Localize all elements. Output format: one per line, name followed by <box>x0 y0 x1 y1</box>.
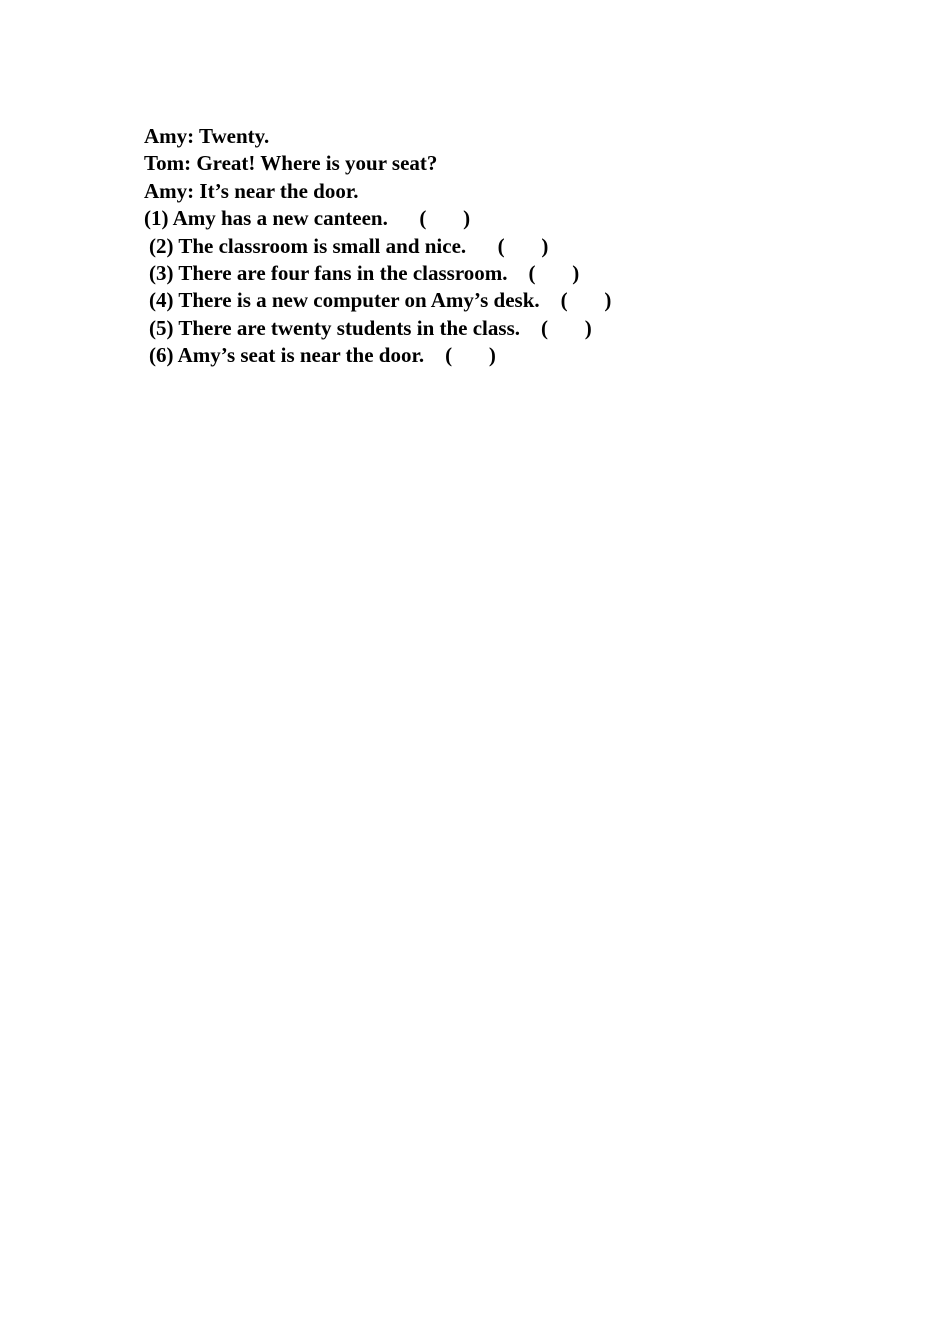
question-5 <box>144 315 611 342</box>
dialogue-line-1: Amy: Twenty. <box>144 124 270 148</box>
answer-blank[interactable]: ( ) <box>419 206 471 231</box>
question-text: (2) The classroom is small and nice. <box>149 233 467 258</box>
gap <box>466 234 498 258</box>
question-2 <box>144 233 611 260</box>
question-text: (1) Amy has a new canteen. <box>144 206 388 231</box>
gap <box>508 261 529 285</box>
answer-blank[interactable]: ( ) <box>497 233 549 258</box>
question-1 <box>144 205 611 232</box>
dialogue-line-2: Tom: Great! Where is your seat? <box>144 151 438 176</box>
dialogue-line-3: Amy: It’s near the door. <box>144 178 359 203</box>
question-4 <box>144 287 611 314</box>
question-text: (4) There is a new computer on Amy’s desk. <box>149 288 540 313</box>
answer-blank[interactable]: ( ) <box>528 261 580 286</box>
question-text: (5) There are twenty students in the class. <box>149 315 520 340</box>
gap <box>424 343 445 367</box>
answer-blank[interactable]: ( ) <box>560 288 612 313</box>
question-6 <box>144 342 611 369</box>
question-text: (6) Amy’s seat is near the door. <box>149 343 425 368</box>
question-text: (3) There are four fans in the classroom. <box>149 261 508 286</box>
exercise-text <box>144 123 611 370</box>
gap <box>520 316 541 340</box>
question-3 <box>144 260 611 287</box>
gap <box>540 288 561 312</box>
answer-blank[interactable]: ( ) <box>541 315 592 340</box>
answer-blank[interactable]: ( ) <box>445 343 496 368</box>
gap <box>388 206 420 230</box>
